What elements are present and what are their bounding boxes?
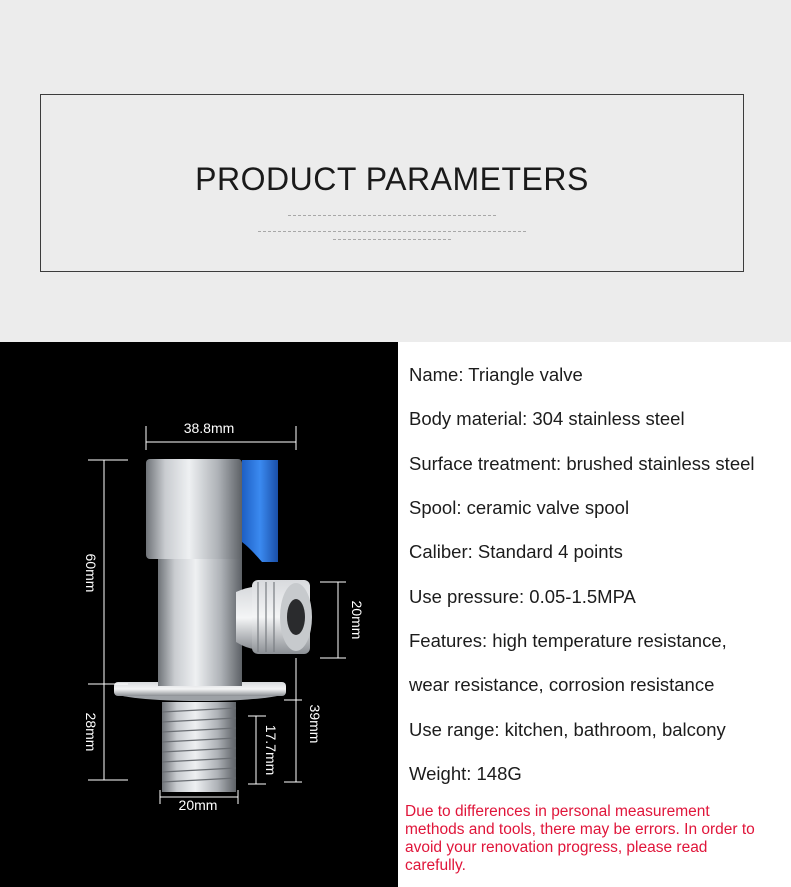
spec-use-pressure: Use pressure: 0.05-1.5MPA <box>409 586 636 607</box>
dim-outlet-height: 20mm <box>349 600 365 640</box>
dim-lower-height: 28mm <box>83 712 99 752</box>
product-photo <box>0 342 398 887</box>
decorative-line <box>333 239 451 240</box>
dim-height-total: 60mm <box>83 553 99 593</box>
spec-caliber: Caliber: Standard 4 points <box>409 541 623 562</box>
spec-features: Features: high temperature resistance, <box>409 630 727 651</box>
spec-spool: Spool: ceramic valve spool <box>409 497 630 518</box>
valve-cap <box>146 459 242 559</box>
header-section <box>0 0 791 342</box>
valve-illustration <box>0 342 398 887</box>
spec-body-material: Body material: 304 stainless steel <box>409 408 685 429</box>
parameters-title-box <box>40 94 744 272</box>
page-title: PRODUCT PARAMETERS <box>195 161 589 197</box>
dim-thread-width: 20mm <box>178 797 218 813</box>
bottom-thread <box>162 702 236 792</box>
spec-features-cont: wear resistance, corrosion resistance <box>409 674 715 695</box>
dim-width-top: 38.8mm <box>183 420 235 436</box>
decorative-line <box>288 215 496 216</box>
decorative-line <box>258 231 526 232</box>
spec-surface-treatment: Surface treatment: brushed stainless steel <box>409 453 755 474</box>
product-section <box>0 342 791 887</box>
side-outlet <box>236 580 312 654</box>
spec-weight: Weight: 148G <box>409 763 522 784</box>
spec-name: Name: Triangle valve <box>409 364 583 385</box>
handle-icon <box>242 460 278 562</box>
spec-use-range: Use range: kitchen, bathroom, balcony <box>409 719 726 740</box>
dim-outlet-offset: 39mm <box>307 704 323 744</box>
valve-body <box>158 554 242 686</box>
disclaimer-note: Due to differences in personal measurement methods and tools, there may be errors. In order to avoid your renovation progress, please read carefully. <box>405 803 755 874</box>
dim-thread-length: 17.7mm <box>263 724 279 776</box>
